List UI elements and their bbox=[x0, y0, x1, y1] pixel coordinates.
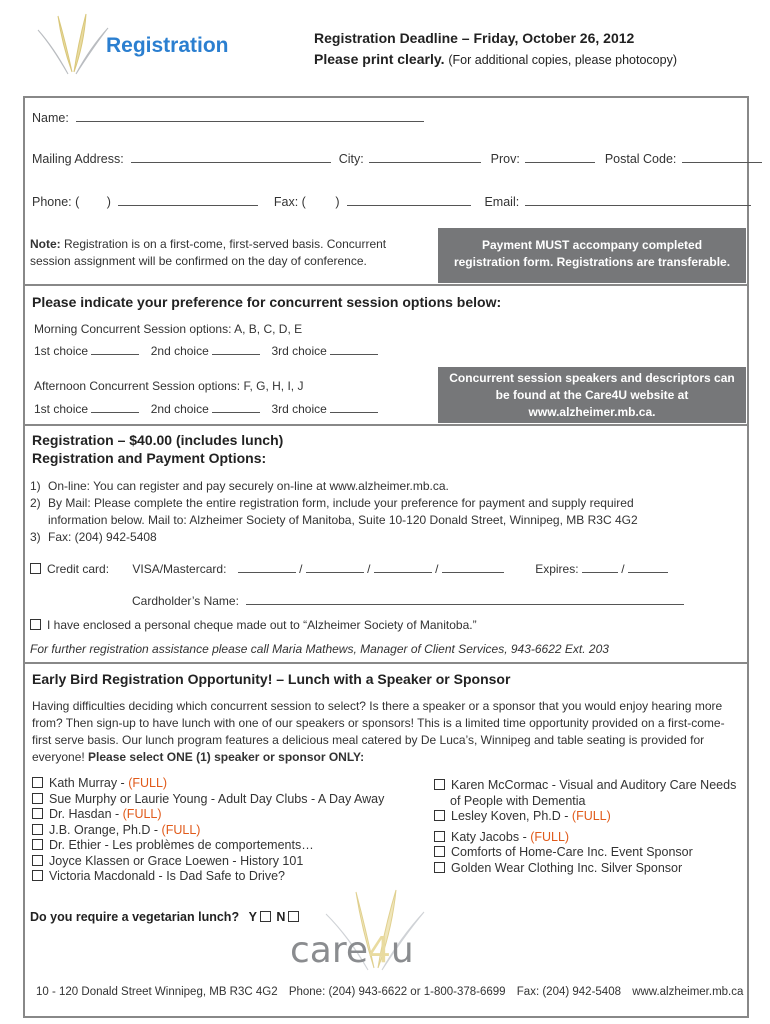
speaker-name: Karen McCormac - Visual and Auditory Care Needs bbox=[451, 778, 737, 792]
early-bird-body bbox=[32, 698, 732, 766]
print-clearly-line bbox=[314, 51, 677, 67]
name-field[interactable] bbox=[76, 120, 424, 122]
morning-choice2-label: 2nd choice bbox=[150, 344, 209, 358]
speaker-checkbox[interactable] bbox=[32, 808, 43, 819]
care4u-swoosh-icon bbox=[32, 8, 112, 80]
divider-3 bbox=[24, 662, 748, 664]
morning-choice3-field[interactable] bbox=[330, 353, 378, 355]
speaker-item[interactable] bbox=[32, 823, 432, 839]
care4u-u: u bbox=[390, 930, 414, 971]
phone-row bbox=[32, 195, 751, 209]
speaker-checkbox[interactable] bbox=[434, 846, 445, 857]
cheque-checkbox[interactable] bbox=[30, 619, 41, 630]
phone-close: ) bbox=[106, 195, 111, 209]
speaker-item[interactable] bbox=[434, 830, 744, 846]
vegetarian-question: Do you require a vegetarian lunch? bbox=[30, 910, 240, 924]
speaker-checkbox[interactable] bbox=[434, 810, 445, 821]
option-3-num: 3) bbox=[30, 530, 41, 544]
print-clearly: Please print clearly. bbox=[314, 51, 445, 67]
speaker-item[interactable] bbox=[32, 854, 432, 870]
speaker-item[interactable] bbox=[434, 809, 744, 825]
speaker-checkbox[interactable] bbox=[434, 831, 445, 842]
speakers-box bbox=[438, 367, 746, 423]
early-bird-heading-bold: Early Bird Registration Opportunity! bbox=[32, 671, 273, 687]
option-1 bbox=[30, 478, 690, 495]
name-label: Name: bbox=[32, 111, 69, 125]
registration-deadline: Registration Deadline – Friday, October 26, 2012 bbox=[314, 30, 635, 46]
speaker-item[interactable] bbox=[32, 869, 432, 885]
early-bird-heading-rest: – Lunch with a Speaker or Sponsor bbox=[272, 671, 511, 687]
morning-choices bbox=[34, 344, 378, 358]
expires-year[interactable] bbox=[628, 571, 668, 573]
full-tag: (FULL) bbox=[161, 822, 201, 837]
phone-field[interactable] bbox=[118, 204, 258, 206]
postal-code-label: Postal Code: bbox=[604, 152, 677, 166]
credit-card-row bbox=[30, 562, 668, 576]
vegetarian-row bbox=[30, 910, 305, 924]
vegetarian-no-label: N bbox=[276, 910, 286, 924]
speaker-checkbox[interactable] bbox=[32, 824, 43, 835]
credit-card-checkbox[interactable] bbox=[30, 563, 41, 574]
footer-web: www.alzheimer.mb.ca bbox=[632, 986, 744, 998]
card-number-1[interactable] bbox=[238, 571, 296, 573]
speaker-name: Joyce Klassen or Grace Loewen - History 101 bbox=[49, 853, 304, 868]
card-number-2[interactable] bbox=[306, 571, 364, 573]
prov-field[interactable] bbox=[525, 161, 595, 163]
speaker-checkbox[interactable] bbox=[32, 777, 43, 788]
registration-fee: Registration – $40.00 (includes lunch) bbox=[32, 432, 284, 448]
full-tag: (FULL) bbox=[571, 809, 611, 823]
speaker-item[interactable] bbox=[434, 861, 744, 877]
card-number-4[interactable] bbox=[442, 571, 504, 573]
credit-card-label: Credit card: bbox=[47, 562, 110, 576]
speaker-item[interactable] bbox=[32, 838, 432, 854]
fax-label: Fax: ( bbox=[273, 195, 306, 209]
morning-choice3-label: 3rd choice bbox=[271, 344, 327, 358]
footer bbox=[36, 986, 743, 998]
footer-fax: Fax: (204) 942-5408 bbox=[516, 986, 621, 998]
card-number-3[interactable] bbox=[374, 571, 432, 573]
afternoon-choice3-label: 3rd choice bbox=[271, 402, 327, 416]
afternoon-choice2-field[interactable] bbox=[212, 411, 260, 413]
option-list bbox=[30, 478, 690, 546]
mailing-address-label: Mailing Address: bbox=[32, 152, 124, 166]
note-text: Registration is on a first-come, first-served basis. Concurrent session assignment will be confirmed on the day of conference. bbox=[30, 237, 387, 268]
expires-slash: / bbox=[621, 562, 625, 576]
speaker-list-left bbox=[32, 776, 432, 885]
note-label: Note: bbox=[30, 237, 61, 251]
care4u-logo bbox=[290, 886, 440, 976]
cheque-row bbox=[30, 618, 477, 632]
speaker-name: Victoria Macdonald - Is Dad Safe to Drive? bbox=[49, 869, 285, 883]
footer-phone: Phone: (204) 943-6622 or 1-800-378-6699 bbox=[288, 986, 506, 998]
speaker-item[interactable] bbox=[434, 778, 744, 794]
speaker-item[interactable] bbox=[32, 776, 432, 792]
city-field[interactable] bbox=[369, 161, 481, 163]
afternoon-choice2-label: 2nd choice bbox=[150, 402, 209, 416]
speaker-checkbox[interactable] bbox=[32, 855, 43, 866]
morning-options: Morning Concurrent Session options: A, B, C, D, E bbox=[34, 322, 303, 336]
early-bird-heading bbox=[32, 671, 510, 687]
option-2-num: 2) bbox=[30, 496, 41, 510]
prov-label: Prov: bbox=[490, 152, 520, 166]
phone-label: Phone: ( bbox=[32, 195, 80, 209]
option-1-num: 1) bbox=[30, 479, 41, 493]
email-label: Email: bbox=[484, 195, 520, 209]
payment-box bbox=[438, 228, 746, 283]
speaker-item[interactable] bbox=[434, 845, 744, 861]
payment-box-text: Payment MUST accompany completed registration form. Registrations are transferable. bbox=[453, 238, 731, 269]
cardholder-label: Cardholder’s Name: bbox=[132, 594, 239, 608]
city-label: City: bbox=[338, 152, 364, 166]
option-3 bbox=[30, 529, 690, 546]
option-3-text: Fax: (204) 942-5408 bbox=[48, 530, 157, 544]
expires-label: Expires: bbox=[535, 562, 579, 576]
speaker-name: Golden Wear Clothing Inc. Silver Sponsor bbox=[451, 860, 683, 875]
card-slash-1: / bbox=[299, 562, 303, 576]
speaker-checkbox[interactable] bbox=[32, 793, 43, 804]
cheque-label: I have enclosed a personal cheque made out to “Alzheimer Society of Manitoba.” bbox=[47, 618, 477, 632]
speaker-name: J.B. Orange, Ph.D - bbox=[49, 822, 162, 837]
mailing-address-field[interactable] bbox=[131, 161, 331, 163]
cardholder-row bbox=[132, 594, 684, 608]
early-bird-body-text: Having difficulties deciding which concurrent session to select? Is there a speaker or a sponsor that you would enjoy hearing more from? Then sign-up to have lunch with one of our speakers or sponsors! This is a limited time opportunity provided on a first-come-first serve basis. Our lunch program features a delicious meal catered by De Luca’s, Winnipeg and table seating is provided for everyone! bbox=[32, 699, 725, 764]
speaker-name: Lesley Koven, Ph.D - bbox=[451, 809, 572, 823]
morning-choice2-field[interactable] bbox=[212, 353, 260, 355]
header-logo bbox=[32, 8, 112, 80]
morning-choice1-field[interactable] bbox=[91, 353, 139, 355]
address-row bbox=[32, 152, 762, 166]
cardholder-field[interactable] bbox=[246, 603, 684, 605]
fax-close: ) bbox=[335, 195, 340, 209]
assistance-note: For further registration assistance please call Maria Mathews, Manager of Client Services, 943-6622 Ext. 203 bbox=[30, 642, 609, 656]
note bbox=[30, 236, 410, 270]
fax-field[interactable] bbox=[347, 204, 471, 206]
visa-label: VISA/Mastercard: bbox=[132, 562, 227, 576]
speaker-name: Dr. Hasdan - bbox=[49, 807, 123, 821]
sessions-heading: Please indicate your preference for concurrent session options below: bbox=[32, 294, 502, 310]
print-note: (For additional copies, please photocopy) bbox=[448, 53, 677, 67]
speaker-checkbox[interactable] bbox=[434, 862, 445, 873]
early-bird-body-bold: Please select ONE (1) speaker or sponsor ONLY: bbox=[88, 750, 365, 764]
care4u-wordmark bbox=[290, 930, 414, 971]
speaker-name: Sue Murphy or Laurie Young - Adult Day Clubs - A Day Away bbox=[49, 791, 385, 806]
name-row bbox=[32, 111, 424, 125]
registration-options-heading: Registration and Payment Options: bbox=[32, 450, 267, 466]
speaker-name: Dr. Ethier - Les problèmes de comportements… bbox=[49, 838, 314, 852]
care4u-four: 4 bbox=[368, 930, 391, 971]
expires-month[interactable] bbox=[582, 571, 618, 573]
option-2 bbox=[30, 495, 690, 529]
vegetarian-yes-label: Y bbox=[248, 910, 257, 924]
registration-title: Registration bbox=[106, 34, 229, 57]
divider-2 bbox=[24, 424, 748, 426]
afternoon-choice1-field[interactable] bbox=[91, 411, 139, 413]
speakers-box-text: Concurrent session speakers and descriptors can be found at the Care4U website at www.alzheimer.mb.ca. bbox=[449, 371, 735, 419]
card-slash-2: / bbox=[367, 562, 371, 576]
speaker-name: Comforts of Home-Care Inc. Event Sponsor bbox=[451, 845, 693, 859]
full-tag: (FULL) bbox=[530, 829, 570, 844]
footer-address: 10 - 120 Donald Street Winnipeg, MB R3C 4G2 bbox=[36, 986, 278, 998]
full-tag: (FULL) bbox=[122, 807, 162, 821]
speaker-checkbox[interactable] bbox=[434, 779, 445, 790]
speaker-item[interactable] bbox=[32, 807, 432, 823]
divider-1 bbox=[24, 284, 748, 286]
speaker-checkbox[interactable] bbox=[32, 870, 43, 881]
speaker-list-right bbox=[434, 778, 744, 876]
vegetarian-yes-checkbox[interactable] bbox=[260, 911, 271, 922]
afternoon-choices bbox=[34, 402, 378, 416]
afternoon-choice1-label: 1st choice bbox=[34, 402, 89, 416]
afternoon-choice3-field[interactable] bbox=[330, 411, 378, 413]
full-tag: (FULL) bbox=[128, 776, 168, 790]
afternoon-options: Afternoon Concurrent Session options: F, G, H, I, J bbox=[34, 379, 304, 393]
option-2-text: By Mail: Please complete the entire registration form, include your preference for payment and supply required information below. Mail to: Alzheimer Society of Manitoba, Suite 10-120 Donald Street, Winnipeg, MB R3C 4G2 bbox=[48, 496, 638, 527]
email-field[interactable] bbox=[525, 204, 751, 206]
speaker-item-cont: of People with Dementia bbox=[450, 793, 586, 808]
speaker-item[interactable] bbox=[32, 792, 432, 808]
option-1-text: On-line: You can register and pay securely on-line at www.alzheimer.mb.ca. bbox=[48, 479, 449, 493]
speaker-name: Katy Jacobs - bbox=[451, 829, 531, 844]
card-slash-3: / bbox=[435, 562, 439, 576]
speaker-name: Kath Murray - bbox=[49, 776, 129, 790]
care4u-care: care bbox=[290, 930, 369, 971]
speaker-checkbox[interactable] bbox=[32, 839, 43, 850]
postal-code-field[interactable] bbox=[682, 161, 762, 163]
morning-choice1-label: 1st choice bbox=[34, 344, 89, 358]
